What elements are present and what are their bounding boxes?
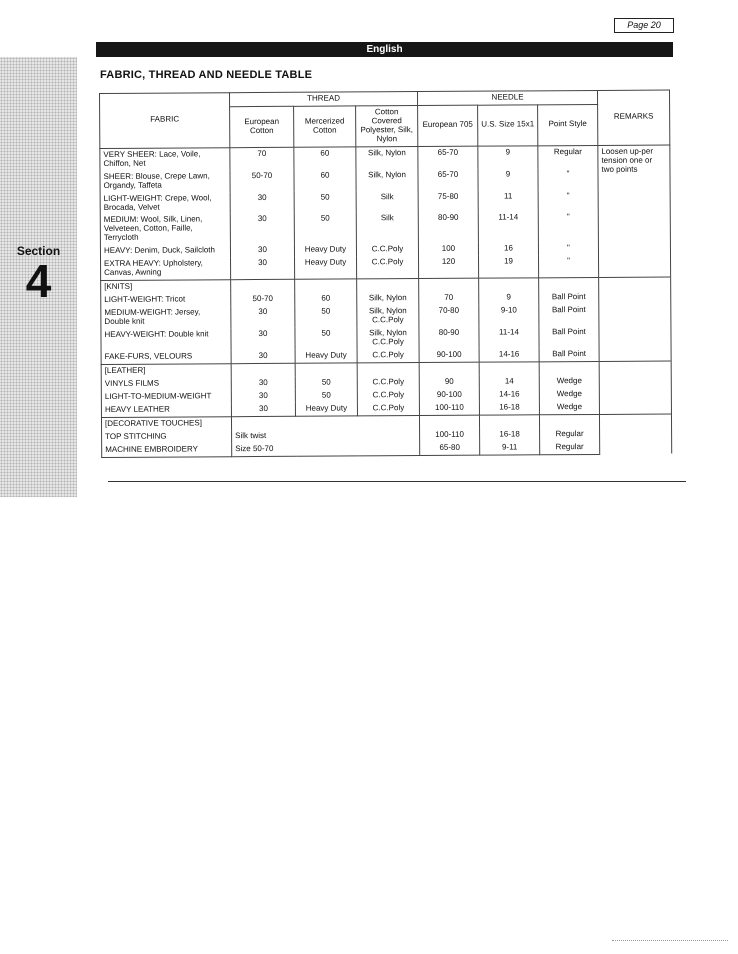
us-size-cell: 19: [479, 256, 539, 279]
cotton-covered-poly-cell: Silk: [356, 191, 418, 213]
empty-cell: [231, 415, 419, 430]
group-label: [DECORATIVE TOUCHES]: [101, 416, 231, 430]
group-label: [LEATHER]: [101, 364, 231, 378]
empty-cell: [419, 362, 479, 376]
us-size-cell: 14-16: [479, 388, 539, 401]
cotton-covered-poly-cell: C.C.Poly: [357, 376, 419, 389]
european-needle-cell: 100: [418, 243, 478, 256]
fabric-cell: LIGHT-WEIGHT: Crepe, Wool, Brocada, Velvet: [100, 192, 230, 215]
european-cotton-cell: 30: [230, 213, 294, 244]
us-size-cell: 16-18: [479, 401, 539, 415]
european-cotton-cell: 30: [231, 306, 295, 328]
european-needle-cell: 70: [419, 292, 479, 305]
mercerized-cotton-cell: 50: [294, 191, 356, 213]
mercerized-cotton-cell: 50: [295, 306, 357, 328]
european-needle-cell: 120: [419, 256, 479, 279]
header-us-size: U.S. Size 15x1: [478, 105, 538, 146]
corner-mark: [612, 940, 728, 941]
fabric-cell: EXTRA HEAVY: Upholstery, Canvas, Awning: [101, 257, 231, 280]
empty-cell: [295, 279, 357, 293]
mercerized-cotton-cell: 60: [294, 169, 356, 191]
cotton-covered-poly-cell: Silk, Nylon: [356, 146, 418, 169]
header-cotton-covered-polyester: Cotton Covered Polyester, Silk, Nylon: [356, 106, 418, 147]
table-row: [100, 211, 670, 245]
point-style-cell: ": [538, 168, 598, 190]
point-style-cell: Ball Point: [539, 348, 599, 362]
fabric-cell: HEAVY LEATHER: [101, 403, 231, 417]
cotton-covered-poly-cell: C.C.Poly: [357, 256, 419, 279]
empty-cell: [539, 278, 599, 292]
european-cotton-cell: 30: [230, 244, 294, 257]
point-style-cell: Ball Point: [539, 291, 599, 304]
fabric-cell: MEDIUM: Wool, Silk, Linen, Velveteen, Cotton, Faille, Terrycloth: [100, 214, 230, 246]
mercerized-cotton-cell: 50: [294, 213, 356, 244]
point-style-cell: Ball Point: [539, 304, 599, 326]
european-cotton-cell: 30: [231, 377, 295, 390]
remarks-cell: Loosen up-per tension one or two points: [598, 145, 671, 278]
cotton-covered-poly-cell: C.C.Poly: [356, 243, 418, 256]
remarks-cell: [599, 414, 671, 454]
empty-cell: [419, 415, 479, 429]
point-style-cell: Wedge: [539, 401, 599, 415]
european-cotton-cell: 30: [231, 328, 295, 350]
header-needle: NEEDLE: [417, 90, 597, 105]
empty-cell: [357, 279, 419, 293]
european-cotton-cell: 50-70: [230, 169, 294, 191]
remarks-cell: [599, 361, 671, 414]
mercerized-cotton-cell: 50: [295, 389, 357, 402]
european-needle-cell: 90: [419, 376, 479, 389]
mercerized-cotton-cell: Heavy Duty: [294, 244, 356, 257]
european-needle-cell: 100-110: [419, 401, 479, 415]
table-row: [102, 440, 672, 457]
point-style-cell: ": [538, 190, 598, 212]
cotton-covered-poly-cell: Silk, Nylon: [356, 169, 418, 191]
european-cotton-cell: 70: [230, 147, 294, 170]
point-style-cell: Regular: [540, 441, 600, 455]
european-needle-cell: 65-70: [418, 168, 478, 190]
european-needle-cell: 90-100: [419, 388, 479, 401]
point-style-cell: Wedge: [539, 375, 599, 388]
header-remarks: REMARKS: [598, 90, 670, 145]
section-number: 4: [25, 255, 52, 307]
european-needle-cell: 90-100: [419, 349, 479, 363]
fabric-thread-needle-table: [99, 90, 672, 458]
point-style-cell: ": [539, 255, 599, 278]
us-size-cell: 9-11: [480, 441, 540, 455]
header-european-705: European 705: [418, 105, 478, 146]
european-cotton-cell: 30: [230, 191, 294, 213]
empty-cell: [539, 361, 599, 375]
us-size-cell: 9-10: [479, 304, 539, 326]
header-thread: THREAD: [230, 92, 418, 107]
fabric-cell: MEDIUM-WEIGHT: Jersey, Double knit: [101, 306, 231, 329]
european-cotton-cell: 30: [231, 350, 295, 364]
fabric-cell: FAKE-FURS, VELOURS: [101, 350, 231, 364]
fabric-cell: LIGHT-WEIGHT: Tricot: [101, 293, 231, 307]
us-size-cell: 14: [479, 375, 539, 388]
mercerized-cotton-cell: 60: [295, 293, 357, 306]
empty-cell: [479, 278, 539, 292]
european-needle-cell: 65-70: [418, 146, 478, 169]
point-style-cell: ": [538, 242, 598, 255]
point-style-cell: Regular: [540, 428, 600, 441]
us-size-cell: 9: [479, 291, 539, 304]
page-heading: FABRIC, THREAD AND NEEDLE TABLE: [100, 69, 313, 81]
remarks-cell: [599, 277, 672, 361]
cotton-covered-poly-cell: C.C.Poly: [357, 389, 419, 402]
point-style-cell: ": [538, 211, 598, 242]
fabric-cell: MACHINE EMBROIDERY: [102, 443, 232, 457]
european-cotton-cell: 30: [231, 257, 295, 280]
us-size-cell: 9: [478, 168, 538, 190]
us-size-cell: 11-14: [479, 326, 539, 348]
fabric-cell: TOP STITCHING: [102, 430, 232, 444]
european-needle-cell: 80-90: [418, 212, 478, 243]
fabric-cell: VINYLS FILMS: [101, 377, 231, 391]
cotton-covered-poly-cell: Silk, Nylon C.C.Poly: [357, 327, 419, 349]
page-number: Page 20: [614, 18, 674, 33]
language-bar: English: [96, 42, 673, 57]
european-cotton-cell: 30: [231, 403, 295, 417]
header-point-style: Point Style: [538, 104, 598, 145]
cotton-covered-poly-cell: Silk, Nylon C.C.Poly: [357, 305, 419, 327]
european-needle-cell: 70-80: [419, 305, 479, 327]
empty-cell: [539, 414, 599, 428]
empty-cell: [231, 280, 295, 294]
us-size-cell: 9: [478, 146, 538, 169]
empty-cell: [479, 415, 539, 429]
us-size-cell: 11: [478, 190, 538, 212]
empty-cell: [295, 363, 357, 377]
header-mercerized-cotton: Mercerized Cotton: [294, 106, 356, 147]
european-needle-cell: 65-80: [420, 441, 480, 455]
section-label: Section: [16, 244, 61, 258]
us-size-cell: 11-14: [478, 212, 538, 243]
header-european-cotton: European Cotton: [230, 106, 294, 147]
empty-cell: [479, 362, 539, 376]
header-fabric: FABRIC: [100, 93, 230, 149]
us-size-cell: 16-18: [480, 428, 540, 441]
bottom-rule: [108, 481, 686, 482]
us-size-cell: 14-16: [479, 348, 539, 362]
cotton-covered-poly-cell: Silk: [356, 213, 418, 244]
mercerized-cotton-cell: 50: [295, 376, 357, 389]
mercerized-cotton-cell: 50: [295, 327, 357, 349]
us-size-cell: 16: [478, 243, 538, 256]
point-style-cell: Regular: [538, 145, 598, 168]
mercerized-cotton-cell: Heavy Duty: [295, 257, 357, 280]
cotton-covered-poly-cell: C.C.Poly: [357, 349, 419, 363]
mercerized-cotton-cell: 60: [294, 147, 356, 170]
fabric-cell: VERY SHEER: Lace, Voile, Chiffon, Net: [100, 147, 230, 170]
european-needle-cell: 80-90: [419, 327, 479, 349]
european-cotton-cell: 30: [231, 390, 295, 403]
thread-cell: Silk twist: [232, 429, 420, 443]
group-label: [KNITS]: [101, 280, 231, 294]
mercerized-cotton-cell: Heavy Duty: [295, 402, 357, 416]
fabric-cell: HEAVY: Denim, Duck, Sailcloth: [100, 245, 230, 259]
empty-cell: [419, 278, 479, 292]
european-needle-cell: 100-110: [420, 428, 480, 441]
fabric-cell: SHEER: Blouse, Crepe Lawn, Organdy, Taffeta: [100, 170, 230, 193]
point-style-cell: Wedge: [539, 388, 599, 401]
european-needle-cell: 75-80: [418, 190, 478, 212]
cotton-covered-poly-cell: C.C.Poly: [357, 402, 419, 416]
mercerized-cotton-cell: Heavy Duty: [295, 349, 357, 363]
fabric-cell: LIGHT-TO-MEDIUM-WEIGHT: [101, 390, 231, 404]
thread-cell: Size 50-70: [232, 442, 420, 457]
empty-cell: [231, 363, 295, 377]
european-cotton-cell: 50-70: [231, 293, 295, 306]
fabric-cell: HEAVY-WEIGHT: Double knit: [101, 328, 231, 351]
empty-cell: [357, 362, 419, 376]
cotton-covered-poly-cell: Silk, Nylon: [357, 292, 419, 305]
point-style-cell: Ball Point: [539, 326, 599, 348]
